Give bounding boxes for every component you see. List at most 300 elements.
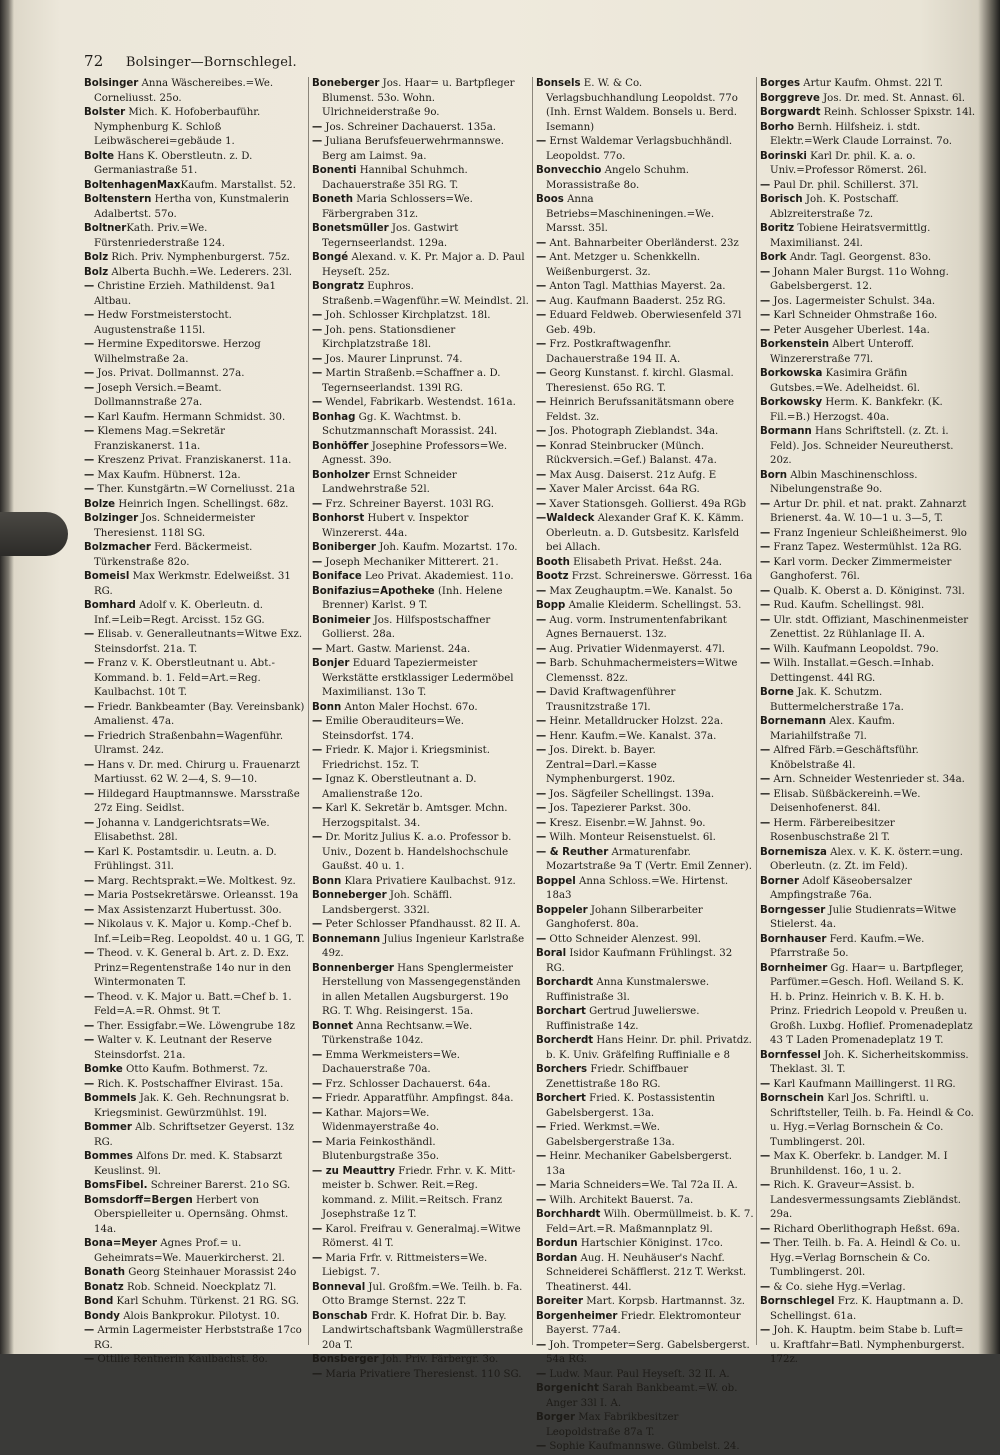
directory-entry [84, 150, 306, 179]
directory-entry [84, 1353, 306, 1368]
entry-surname: Bornfessel [760, 1049, 821, 1061]
directory-entry [536, 498, 754, 513]
entry-surname: Borisch [760, 194, 803, 205]
entry-details: Rich. K. Graveur=Assist. b. Landesvermessungsamts Ziebländst. 29a. [770, 1180, 962, 1220]
entry-surname: Bornemann [760, 716, 826, 727]
entry-surname: — [312, 643, 323, 655]
directory-entry [312, 1049, 530, 1078]
entry-details: Rud. Kaufm. Schellingst. 98l. [770, 600, 925, 611]
entry-details: Jos. Maurer Linprunst. 74. [322, 353, 463, 365]
entry-details: Hans Spenglermeister Herstellung von Massengegenständen in allen Metallen Augsburgerst. 19o RG. T. Whg. Reisingerst. 15a. [322, 962, 521, 1017]
directory-entry [312, 570, 530, 585]
entry-surname: — [760, 1281, 771, 1293]
entry-details: Kresz. Eisenbr.=W. Jahnst. 9o. [546, 817, 706, 829]
directory-entry [84, 657, 306, 701]
directory-entry [760, 527, 976, 542]
directory-entry [760, 266, 976, 295]
entry-details: Hedw Forstmeisterstocht. Augustenstraße 115l. [94, 310, 232, 336]
entry-surname: BomsFibel. [84, 1180, 148, 1191]
entry-surname: Bolsinger [84, 78, 139, 89]
entry-details: Albin Maschinenschloss. Nibelungenstraße 9o. [770, 469, 918, 495]
directory-entry [84, 788, 306, 817]
entry-surname: Bona=Meyer [84, 1238, 158, 1249]
entry-surname: — [312, 1093, 323, 1104]
entry-details: Heinrich Berufssanitätsmann obere Feldst. 3z. [546, 397, 735, 423]
directory-entry [536, 1194, 754, 1209]
entry-details: Peter Ausgeher Uberlest. 14a. [770, 324, 930, 336]
directory-entry [312, 324, 530, 353]
directory-entry [312, 657, 530, 701]
entry-details: Theod. v. K. Major u. Batt.=Chef b. 1. Feld=A.=R. Ohmst. 9t T. [94, 991, 292, 1017]
entry-details: Jos. Haar= u. Bartpfleger Blumenst. 53o. Wohn. Ulrichneiderstraße 9o. [322, 78, 515, 118]
entry-details: Andr. Tagl. Georgenst. 83o. [786, 252, 932, 263]
entry-surname: Bornschlegel [760, 1296, 835, 1307]
entry-surname: — [84, 1035, 95, 1046]
entry-details: Wilh. Architekt Bauerst. 7a. [546, 1194, 694, 1206]
entry-surname: Bolzmacher [84, 542, 151, 553]
entry-surname: — [760, 643, 771, 655]
entry-surname: — [84, 991, 95, 1003]
entry-surname: Boritz [760, 223, 795, 234]
entry-surname: — [84, 875, 95, 887]
entry-details: Ther. Teilh. b. Fa. A. Heindl & Co. u. Hyg.=Verlag Bornschein & Co. Tumblingerst. 20l. [770, 1238, 961, 1278]
entry-details: Xaver Maler Arcisst. 64a RG. [546, 484, 700, 495]
entry-surname: — [760, 585, 771, 597]
entry-details: Maria Schlossers=We. Färbergraben 31z. [322, 194, 473, 220]
directory-entry [760, 541, 976, 556]
entry-details: Jak. K. Schutzm. Buttermelcherstraße 17a. [770, 687, 904, 713]
directory-entry [536, 237, 754, 252]
entry-surname: Bond [84, 1296, 114, 1307]
directory-entry [84, 846, 306, 875]
entry-details: Ther. Kunstgärtn.=W Corneliusst. 21a [94, 484, 296, 495]
entry-details: Georg Steinhauer Morassist 24o [125, 1267, 297, 1278]
directory-entry [312, 933, 530, 962]
entry-details: Sarah Bankbeamt.=W. ob. Anger 33l I. A. [546, 1383, 738, 1409]
entry-surname: Bopp [536, 600, 566, 611]
entry-surname: — [536, 368, 547, 379]
entry-surname: Boos [536, 194, 564, 205]
entry-details: Walter v. K. Leutnant der Reserve Steinsdorfst. 21a. [94, 1035, 272, 1061]
entry-surname: — [760, 817, 771, 829]
directory-entry [312, 1107, 530, 1136]
entry-surname: — [84, 1020, 95, 1032]
entry-surname: Bonneval [312, 1281, 366, 1293]
directory-entry [536, 643, 754, 658]
directory-entry [84, 193, 306, 222]
directory-entry [84, 1078, 306, 1093]
entry-surname: — zu Meauttry [312, 1165, 396, 1177]
directory-entry [84, 382, 306, 411]
directory-entry [760, 686, 976, 715]
entry-surname: — [536, 745, 547, 756]
directory-entry [84, 1295, 306, 1310]
entry-surname: — [536, 498, 547, 510]
entry-details: Heinrich Ingen. Schellingst. 68z. [115, 498, 289, 510]
entry-surname: — [312, 310, 323, 321]
directory-entry [536, 599, 754, 614]
directory-entry [312, 193, 530, 222]
directory-entry [84, 541, 306, 570]
entry-surname: — [536, 397, 547, 408]
directory-entry [312, 1223, 530, 1252]
directory-entry [536, 1382, 754, 1411]
directory-entry [536, 817, 754, 832]
directory-entry [312, 121, 530, 136]
entry-details: Euphros. Straßenb.=Wagenführ.=W. Meindlst. 2l. [322, 281, 529, 307]
entry-surname: — [536, 1122, 547, 1133]
entry-details: Karl Kaufm. Hermann Schmidst. 30. [94, 411, 286, 423]
entry-surname: Bonvecchio [536, 165, 602, 176]
directory-entry [536, 295, 754, 310]
entry-details: Joh. Schlosser Kirchplatzst. 18l. [322, 310, 491, 321]
directory-entry [84, 599, 306, 628]
entry-details: Heinr. Metalldrucker Holzst. 22a. [546, 716, 724, 727]
entry-surname: — [312, 498, 323, 510]
entry-details: Reinh. Schlosser Spixstr. 14l. [820, 107, 976, 118]
entry-details: Max Zeughauptm.=We. Kanalst. 5o [546, 585, 733, 597]
directory-entry [84, 628, 306, 657]
directory-entry [536, 1237, 754, 1252]
entry-details: Josephine Professors=We. Agnesst. 39o. [322, 440, 508, 466]
entry-surname: — [84, 890, 95, 901]
entry-details: Ignaz K. Oberstleutnant a. D. Amalienstraße 12o. [322, 774, 477, 800]
directory-entry [312, 643, 530, 658]
column-3 [536, 77, 754, 1452]
entry-details: Bernh. Hilfsheiz. i. stdt. Elektr.=Werk Claude Lorrainst. 7o. [770, 121, 952, 147]
column-divider [532, 77, 533, 1345]
entry-surname: — [312, 1078, 323, 1090]
entry-details: (Inh. Helene Brenner) Karlst. 9 T. [322, 585, 503, 611]
entry-details: Herbert von Oberspielleiter u. Opernsäng. Ohmst. 14a. [94, 1194, 289, 1235]
directory-entry [84, 280, 306, 309]
entry-details: Kreszenz Privat. Franziskanerst. 11a. [94, 455, 292, 466]
entry-surname: — [84, 948, 95, 959]
entry-surname: Bonhöffer [312, 440, 369, 452]
entry-surname: Borho [760, 121, 795, 133]
page-edge-shadow [978, 0, 1000, 1354]
directory-entry [312, 309, 530, 324]
directory-entry [312, 396, 530, 411]
entry-surname: — [536, 803, 547, 814]
entry-details: Emilie Oberauditeurs=We. Steinsdorfst. 174. [322, 716, 464, 742]
directory-entry [84, 1310, 306, 1325]
entry-details: Joh. Schäffl. Landsbergerst. 332l. [322, 890, 453, 916]
directory-entry [312, 1252, 530, 1281]
directory-entry [84, 1266, 306, 1281]
entry-surname: Borchert [536, 1093, 586, 1104]
entry-surname: Bonschab [312, 1310, 368, 1322]
entry-surname: — [760, 542, 771, 553]
directory-entry [536, 556, 754, 571]
entry-surname: — [84, 817, 95, 829]
entry-details: Rich. Priv. Nymphenburgerst. 75z. [108, 252, 290, 263]
directory-entry [760, 324, 976, 339]
directory-entry [536, 730, 754, 745]
binding-tab [0, 512, 68, 556]
entry-surname: Boral [536, 948, 567, 959]
entry-details: Frdr. K. Hofrat Dir. b. Bay. Landwirtschaftsbank Wagmüllerstraße 20a T. [322, 1310, 524, 1351]
page-number: 72 [84, 52, 104, 70]
entry-surname: — [84, 339, 95, 350]
directory-entry [536, 947, 754, 976]
directory-entry [84, 251, 306, 266]
directory-entry [760, 92, 976, 107]
entry-surname: — [84, 484, 95, 495]
directory-entry [84, 77, 306, 106]
entry-details: Gg. K. Wachtmst. b. Schutzmannschaft Morassist. 24l. [322, 411, 498, 437]
entry-details: Karl Kaufmann Maillingerst. 1l RG. [770, 1078, 956, 1090]
entry-surname: Bornschein [760, 1093, 825, 1104]
entry-surname: Bommer [84, 1122, 132, 1133]
entry-surname: BoltenhagenMax [84, 179, 181, 191]
directory-entry [312, 773, 530, 802]
entry-surname: Bonifazius=Apotheke [312, 585, 435, 597]
entry-details: Julius Ingenieur Karlstraße 49z. [322, 933, 525, 959]
entry-details: Jos. Sägfeiler Schellingst. 139a. [546, 788, 715, 800]
entry-details: Hans v. Dr. med. Chirurg u. Frauenarzt Martiusst. 62 W. 2—4, S. 9—10. [94, 759, 300, 785]
directory-entry [312, 469, 530, 498]
directory-entry [312, 411, 530, 440]
entry-surname: Borngesser [760, 904, 826, 916]
entry-surname: — [760, 788, 771, 800]
directory-entry [84, 411, 306, 426]
entry-details: Hans Heinr. Dr. phil. Privatdz. b. K. Univ. Gräfelfing Ruffinialle e 8 [546, 1035, 752, 1061]
entry-details: Jos. Tapezierer Parkst. 30o. [546, 803, 692, 814]
directory-entry [760, 933, 976, 962]
directory-entry [760, 179, 976, 194]
entry-surname: Borggreve [760, 92, 820, 104]
entry-surname: Bormann [760, 426, 812, 437]
entry-surname: Borchhardt [536, 1209, 601, 1220]
directory-entry [84, 1063, 306, 1078]
page-running-title: Bolsinger—Bornschlegel. [125, 55, 297, 70]
entry-surname: — [536, 440, 547, 452]
entry-details: Ludw. Maur. Paul Heyseſt. 32 II. A. [546, 1368, 730, 1380]
entry-details: Aug. H. Neuhäuser's Nachf. Schneiderei Schäfflerst. 21z T. Werkst. Theatinerst. 44l. [546, 1252, 747, 1293]
directory-entry [536, 831, 754, 846]
entry-details: Otto Kaufm. Bothmerst. 7z. [122, 1064, 268, 1075]
entry-surname: Bolz [84, 252, 109, 263]
entry-details: Ulr. stdt. Offiziant, Maschinenmeister Zenettist. 2z Rühlanlage II. A. [770, 614, 969, 640]
entry-details: Mart. Korpsb. Hartmannst. 3z. [583, 1296, 745, 1307]
directory-entry [760, 367, 976, 396]
directory-entry [536, 933, 754, 948]
entry-details: Jos. Direkt. b. Bayer. Zentral=Darl.=Kasse Nymphenburgerst. 190z. [546, 745, 676, 785]
entry-surname: Bommes [84, 1151, 133, 1162]
entry-details: Gg. Haar= u. Bartpfleger, Parfümer.=Gesch. Hofl. Weiland S. K. H. b. Prinz. Heinrich v. B. K. H. b. Prinz. Friedrich Leopold v. Preußen u. Großh. Luxbg. Hoflief. Promenadeplatz 43 T Laden Promenadeplatz 19 T. [770, 962, 973, 1046]
entry-details: Tobiene Heiratsvermittlg. Maximilianst. 24l. [770, 223, 931, 249]
entry-surname: — [536, 1441, 547, 1452]
entry-details: Martin Straßenb.=Schaffner a. D. Tegernseerlandst. 139l RG. [322, 368, 501, 394]
directory-entry [312, 1092, 530, 1107]
entry-surname: — [84, 469, 95, 481]
entry-surname: — [312, 919, 323, 930]
directory-entry [312, 440, 530, 469]
entry-details: Anna Wäschereibes.=We. Corneliusst. 25o. [94, 78, 274, 104]
entry-details: Klara Privatiere Kaulbachst. 91z. [341, 875, 516, 887]
directory-entry [312, 875, 530, 890]
entry-details: Alexander Graf K. K. Kämm. Oberleutn. a. D. Gutsbesitz. Karlsfeld bei Allach. [546, 513, 744, 553]
entry-details: Frz. K. Hauptmann a. D. Schellingst. 61a. [770, 1296, 964, 1322]
entry-surname: — [536, 1339, 547, 1351]
entry-details: Wilh. Obermüllmeist. b. K. 7. Feld=Art.=R. Maßmannplatz 9l. [546, 1209, 754, 1235]
directory-entry [536, 875, 754, 904]
entry-surname: — [536, 310, 547, 321]
entry-surname: Boltner [84, 223, 127, 234]
entry-details: Isidor Kaufmann Frühlingst. 32 RG. [546, 948, 733, 974]
directory-entry [312, 1136, 530, 1165]
entry-details: Kath. Priv.=We. Fürstenriederstraße 124. [94, 223, 226, 249]
entry-details: Hans K. Oberstleutn. z. D. Germaniastraße 51. [94, 150, 253, 176]
entry-surname: Bonhorst [312, 513, 365, 524]
directory-entry [312, 614, 530, 643]
directory-entry [760, 309, 976, 324]
entry-details: Max K. Oberfekr. b. Landger. M. I Brunhildenst. 16o, 1 u. 2. [770, 1151, 948, 1177]
entry-details: Anna Kunstmalerswe. Ruffinistraße 3l. [546, 977, 710, 1003]
directory-entry [84, 222, 306, 251]
entry-details: Frz. Postkraftwagenfhr. Dachauerstraße 194 II. A. [546, 339, 681, 365]
entry-details: Alex. Kaufm. Mariahilfstraße 7l. [770, 716, 895, 742]
entry-details: Max Werkmstr. Edelweißst. 31 RG. [94, 571, 291, 597]
directory-entry [536, 802, 754, 817]
entry-surname: — [312, 121, 323, 133]
entry-surname: Bonjer [312, 658, 350, 669]
directory-entry [84, 106, 306, 150]
entry-surname: — [312, 832, 323, 843]
entry-details: Karl K. Sekretär b. Amtsger. Mchn. Herzogspitalst. 34. [322, 803, 508, 829]
entry-surname: Bootz [536, 571, 569, 582]
entry-surname: — [312, 774, 323, 785]
entry-surname: Borges [760, 78, 801, 89]
entry-surname: — [312, 716, 323, 727]
entry-details: Joseph Versich.=Beamt. Dollmannstraße 27a. [94, 382, 222, 408]
entry-details: Aug. Kaufmann Baaderst. 25z RG. [546, 295, 726, 307]
entry-details: Alb. Schriftsetzer Geyerst. 13z RG. [94, 1122, 294, 1148]
entry-surname: Boniberger [312, 542, 376, 553]
entry-details: Wendel, Fabrikarb. Westendst. 161a. [322, 397, 516, 408]
entry-details: Alfred Färb.=Geschäftsführ. Knöbelstraße 4l. [770, 745, 919, 771]
entry-details: Franz v. K. Oberstleutnant u. Abt.-Kommand. b. 1. Feld=Art.=Reg. Kaulbachst. 10t T. [94, 658, 275, 698]
directory-entry [760, 875, 976, 904]
entry-details: Adolf v. K. Oberleutn. d. Inf.=Leib=Regt. Arcisst. 15z GG. [94, 600, 265, 626]
entry-surname: Bolte [84, 150, 115, 162]
entry-details: Frzst. Schreinerswe. Görresst. 16a [568, 571, 753, 582]
entry-surname: — [84, 701, 95, 713]
entry-surname: Bonn [312, 701, 342, 713]
directory-entry [312, 715, 530, 744]
entry-surname: — [312, 368, 323, 379]
entry-surname: Bonnemann [312, 933, 381, 945]
entry-details: Albert Unteroff. Winzererstraße 77l. [770, 339, 915, 365]
entry-details: Theod. v. K. General b. Art. z. D. Exz. Prinz=Regentenstraße 14o nur in den Wintermonaten T. [94, 948, 292, 988]
column-divider [756, 77, 757, 1345]
entry-details: Jos. Photograph Zieblandst. 34a. [546, 426, 719, 437]
entry-surname: — [536, 614, 547, 626]
directory-entry [536, 1411, 754, 1440]
entry-surname: Bomke [84, 1064, 123, 1075]
column-1 [84, 77, 306, 1365]
directory-entry [760, 846, 976, 875]
entry-details: Wilh. Monteur Reisenstuelst. 6l. [546, 832, 716, 843]
entry-details: Joh. Trompeter=Serg. Gabelsbergerst. 54a RG. [546, 1339, 750, 1365]
entry-surname: — [84, 368, 95, 379]
directory-entry [536, 1121, 754, 1150]
directory-entry [536, 309, 754, 338]
entry-surname: — [312, 556, 323, 568]
entry-surname: Bonimeier [312, 614, 371, 626]
entry-details: Marg. Rechtsprakt.=We. Moltkest. 9z. [94, 875, 296, 887]
entry-details: Paul Dr. phil. Schillerst. 37l. [770, 179, 919, 191]
entry-details: Eduard Tapeziermeister Werkstätte erstklassiger Ledermöbel Maximilianst. 13o T. [322, 658, 514, 698]
entry-details: Anna Schloss.=We. Hirtenst. 18a3 [546, 875, 729, 901]
directory-entry [84, 1034, 306, 1063]
entry-surname: Bonetsmüller [312, 223, 389, 234]
entry-details: Aug. Privatier Widenmayerst. 47l. [546, 643, 725, 655]
entry-surname: — [312, 803, 323, 814]
directory-entry [84, 1281, 306, 1296]
directory-entry [312, 962, 530, 1020]
entry-details: Friedr. Schiffbauer Zenettistraße 18o RG. [546, 1064, 689, 1090]
entry-surname: Boppeler [536, 904, 588, 916]
directory-entry [312, 744, 530, 773]
entry-surname: Bongé [312, 252, 349, 263]
entry-details: Hermine Expeditorswe. Herzog Wilhelmstraße 2a. [94, 339, 261, 365]
directory-entry [84, 512, 306, 541]
entry-details: Hubert v. Inspektor Winzererst. 44a. [322, 513, 469, 539]
entry-details: Arn. Schneider Westenrieder st. 34a. [770, 774, 965, 785]
entry-details: Herm. K. Bankfekr. (K. Fil.=B.) Herzogst. 40a. [770, 397, 943, 423]
entry-details: Joh. Kaufm. Mozartst. 17o. [375, 542, 518, 553]
entry-surname: Bornheimer [760, 962, 828, 974]
entry-details: Jos. Schneidermeister Theresienst. 118l SG. [94, 513, 255, 539]
directory-entry [760, 1049, 976, 1078]
entry-details: Ferd. Bäckermeist. Türkenstraße 82o. [94, 542, 253, 568]
directory-entry [312, 831, 530, 875]
directory-entry [312, 77, 530, 121]
entry-details: Herm. Färbereibesitzer Rosenbuschstraße 2l T. [770, 817, 895, 843]
directory-entry [84, 947, 306, 991]
entry-surname: — [84, 788, 95, 800]
entry-details: Jos. Lagermeister Schulst. 34a. [770, 295, 936, 307]
entry-surname: — [536, 788, 547, 800]
entry-surname: — [536, 237, 547, 249]
entry-details: Otto Schneider Alenzest. 99l. [546, 933, 701, 945]
directory-entry [760, 396, 976, 425]
entry-surname: Bomhard [84, 600, 136, 611]
entry-details: Fried. Werkmst.=We. Gabelsbergerstraße 13a. [546, 1122, 675, 1148]
directory-entry [536, 585, 754, 600]
entry-details: Hildegard Hauptmannswe. Marsstraße 27z Eing. Seidlst. [94, 788, 300, 814]
entry-details: Anton Maler Hochst. 67o. [341, 701, 478, 713]
entry-surname: — [536, 817, 547, 829]
entry-surname: — [760, 600, 771, 611]
entry-details: Julie Studienrats=Witwe Stielerst. 4a. [770, 904, 957, 930]
entry-details: Hertha von, Kunstmalerin Adalbertst. 57o. [94, 194, 289, 220]
directory-entry [84, 266, 306, 281]
directory-entry [760, 295, 976, 310]
directory-entry [536, 251, 754, 280]
directory-entry [760, 1078, 976, 1093]
directory-entry [536, 976, 754, 1005]
entry-details: Jos. Schreiner Dachauerst. 135a. [322, 121, 497, 133]
directory-entry [312, 353, 530, 368]
directory-entry [536, 1368, 754, 1383]
entry-details: Franz Ingenieur Schleißheimerst. 9lo [770, 527, 967, 539]
entry-surname: — [84, 426, 95, 437]
entry-surname: — [84, 846, 95, 858]
entry-surname: Borchers [536, 1064, 588, 1075]
